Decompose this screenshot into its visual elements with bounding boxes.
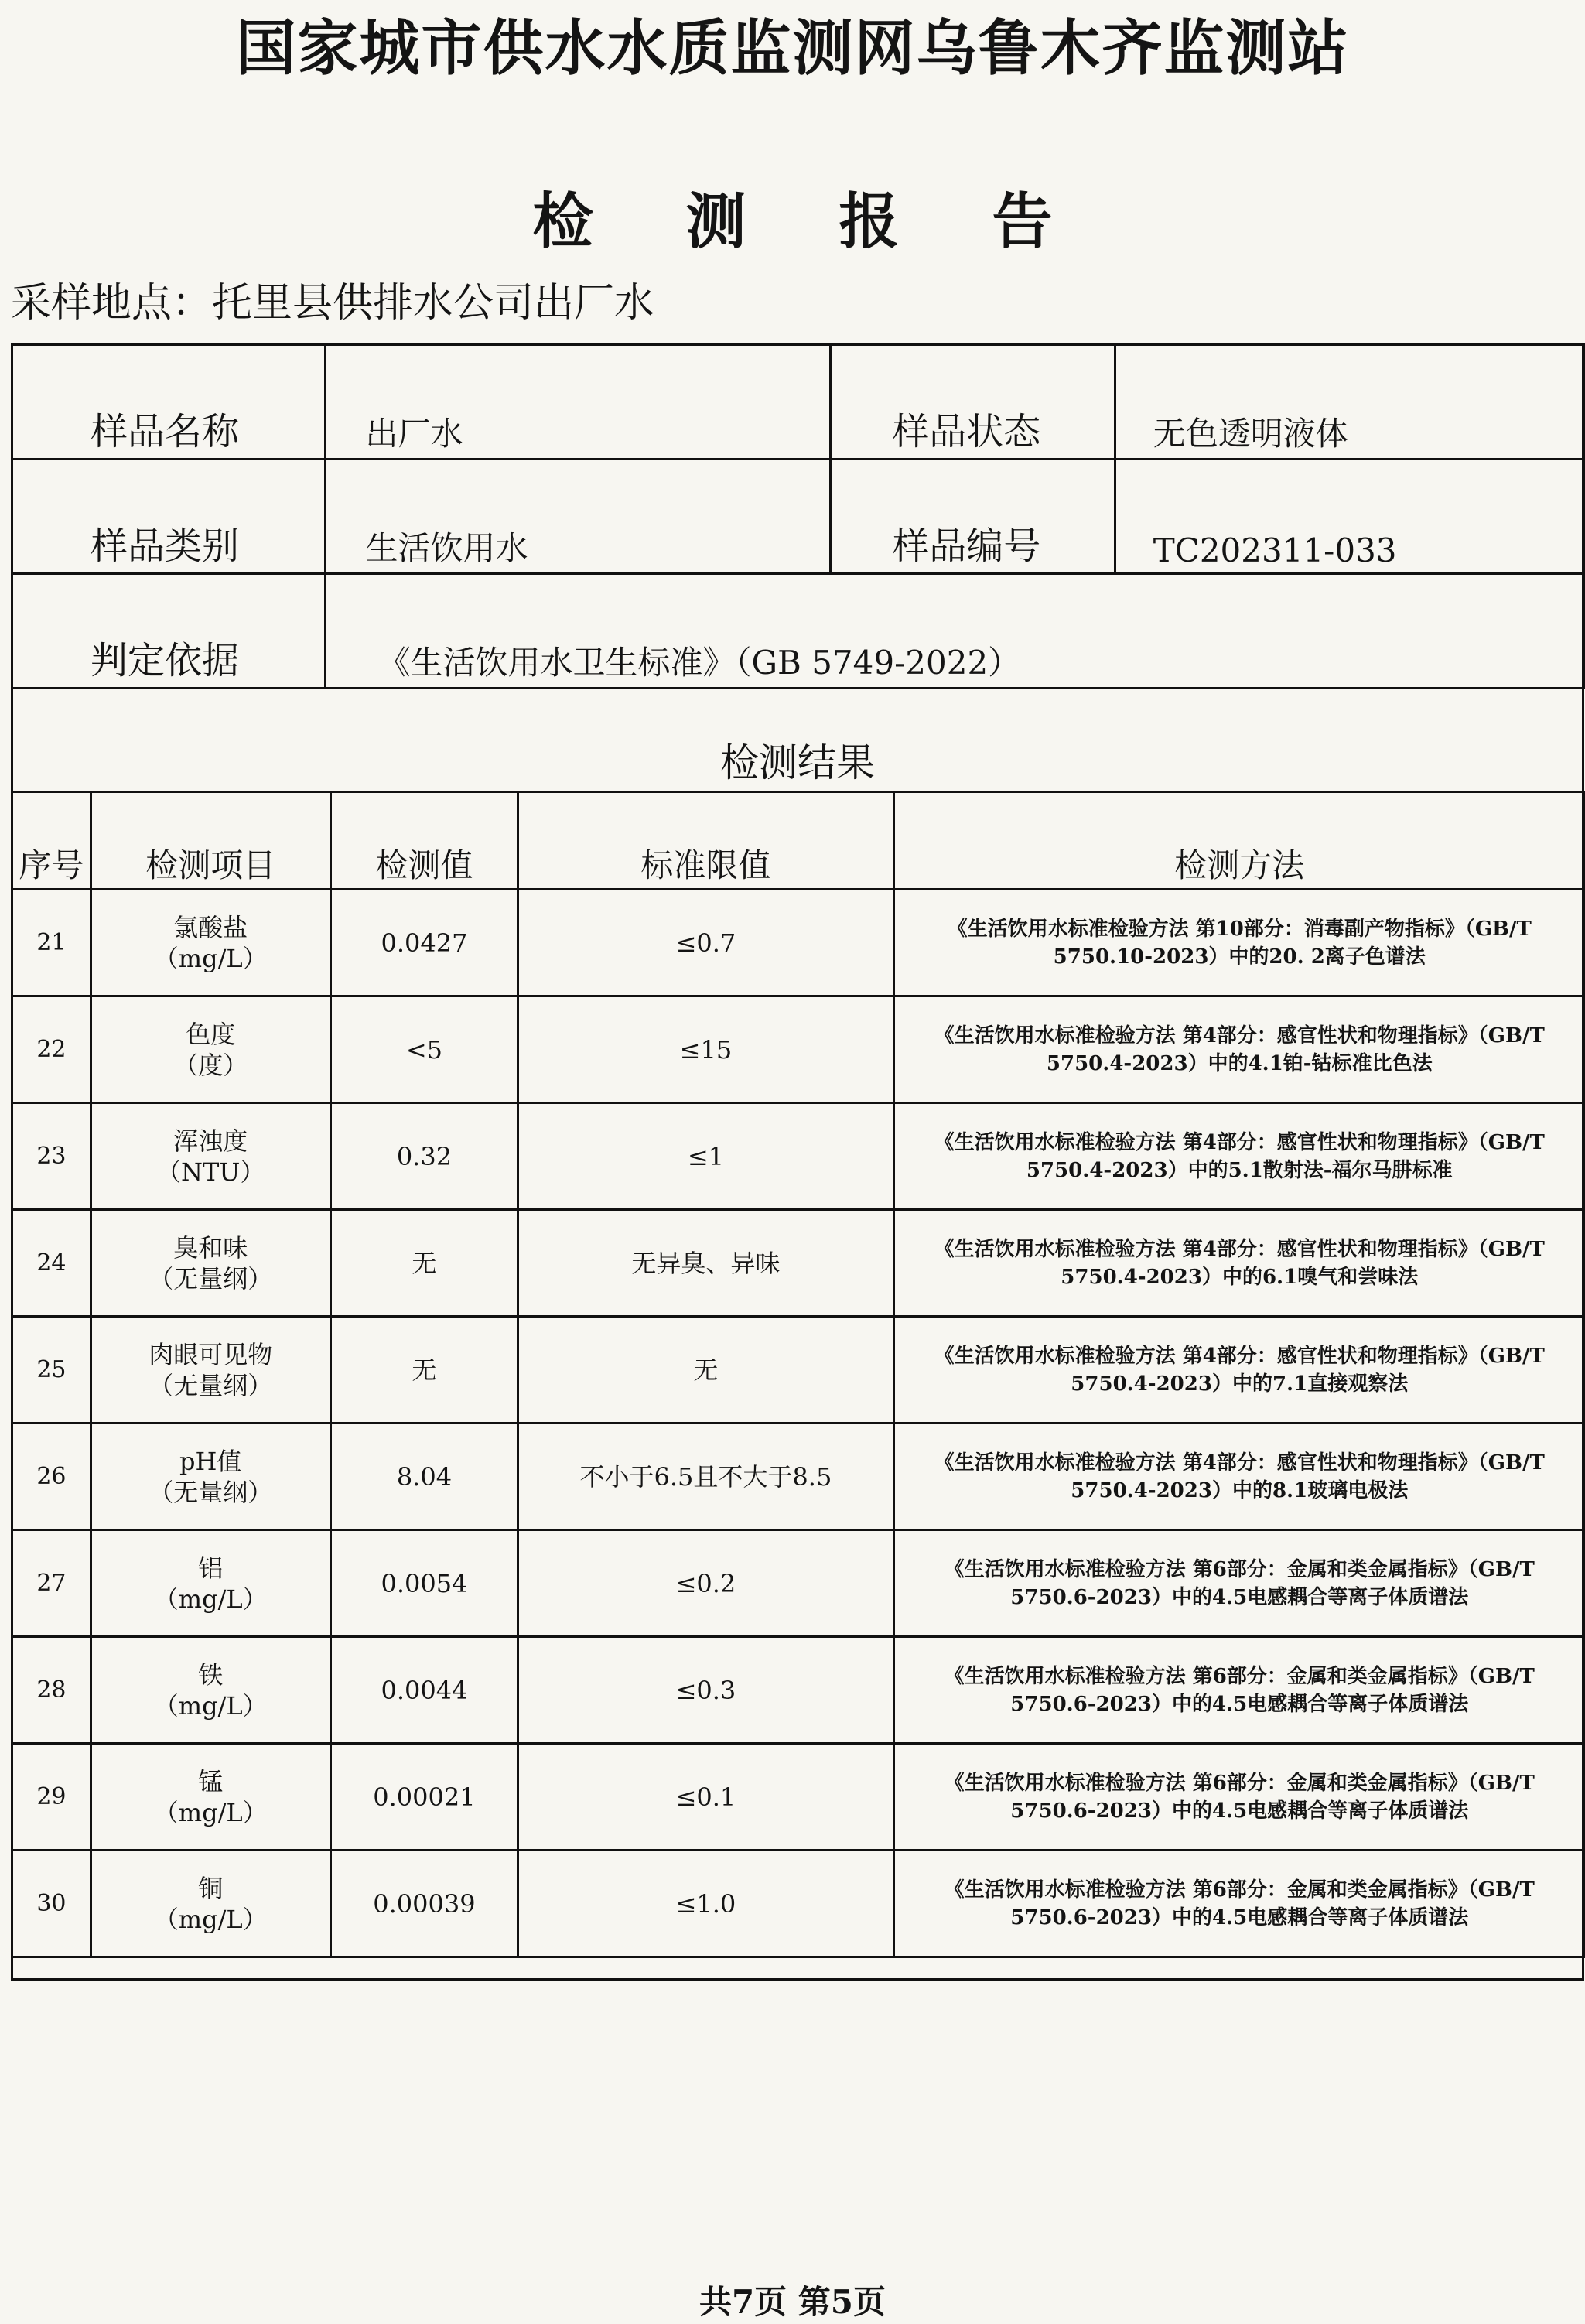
- row-method: 《生活饮用水标准检验方法 第6部分：金属和类金属指标》（GB/T 5750.6-2023）中的4.5电感耦合等离子体质谱法: [893, 1744, 1585, 1851]
- row-limit: ≤1.0: [518, 1851, 893, 1957]
- row-item: [91, 1423, 330, 1530]
- row-method: 《生活饮用水标准检验方法 第6部分：金属和类金属指标》（GB/T 5750.6-2023）中的4.5电感耦合等离子体质谱法: [893, 1851, 1585, 1957]
- column-header: 序号: [12, 792, 91, 890]
- item-unit: （NTU）: [92, 1157, 330, 1188]
- sample-info-row: [12, 460, 1585, 574]
- row-seq: 27: [12, 1530, 91, 1637]
- row-value: 0.00039: [330, 1851, 518, 1957]
- sampling-location: 采样地点：托里县供排水公司出厂水: [11, 272, 654, 334]
- station-title: 国家城市供水水质监测网乌鲁木齐监测站: [0, 6, 1585, 91]
- sample-name-label: 样品名称: [12, 345, 326, 460]
- row-item: [91, 1210, 330, 1317]
- table-row: [12, 1637, 1585, 1744]
- sample-category-value: 生活饮用水: [326, 460, 831, 574]
- item-name: 肉眼可见物: [92, 1339, 330, 1370]
- row-seq: 25: [12, 1317, 91, 1423]
- sample-state-value: 无色透明液体: [1115, 345, 1585, 460]
- results-header-row: [12, 792, 1585, 890]
- row-method: 《生活饮用水标准检验方法 第4部分：感官性状和物理指标》（GB/T 5750.4-2023）中的4.1铂-钴标准比色法: [893, 996, 1585, 1103]
- item-name: 锰: [92, 1766, 330, 1797]
- row-method: 《生活饮用水标准检验方法 第4部分：感官性状和物理指标》（GB/T 5750.4-2023）中的8.1玻璃电极法: [893, 1423, 1585, 1530]
- row-limit: ≤1: [518, 1103, 893, 1210]
- table-row: [12, 996, 1585, 1103]
- results-body: [12, 890, 1585, 1957]
- basis-value: 《生活饮用水卫生标准》（GB 5749-2022）: [326, 574, 1585, 689]
- column-header: 检测项目: [91, 792, 330, 890]
- row-limit: 无异臭、异味: [518, 1210, 893, 1317]
- row-item: [91, 1637, 330, 1744]
- sample-name-value: 出厂水: [326, 345, 831, 460]
- column-header: 检测方法: [893, 792, 1585, 890]
- item-name: 铝: [92, 1553, 330, 1584]
- row-limit: ≤0.3: [518, 1637, 893, 1744]
- row-limit: ≤0.2: [518, 1530, 893, 1637]
- row-seq: 26: [12, 1423, 91, 1530]
- table-row: [12, 1423, 1585, 1530]
- row-value: 无: [330, 1317, 518, 1423]
- row-seq: 21: [12, 890, 91, 996]
- item-name: 色度: [92, 1019, 330, 1050]
- item-unit: （无量纲）: [92, 1263, 330, 1294]
- basis-label: 判定依据: [12, 574, 326, 689]
- sample-number-value: TC202311-033: [1115, 460, 1585, 574]
- item-name: 铜: [92, 1873, 330, 1904]
- item-unit: （mg/L）: [92, 943, 330, 974]
- row-seq: 23: [12, 1103, 91, 1210]
- row-seq: 30: [12, 1851, 91, 1957]
- row-method: 《生活饮用水标准检验方法 第4部分：感官性状和物理指标》（GB/T 5750.4-2023）中的5.1散射法-福尔马肼标准: [893, 1103, 1585, 1210]
- row-seq: 22: [12, 996, 91, 1103]
- row-limit: ≤0.1: [518, 1744, 893, 1851]
- row-value: 0.0044: [330, 1637, 518, 1744]
- table-row: [12, 1851, 1585, 1957]
- results-title: 检测结果: [13, 677, 1582, 793]
- row-value: 0.0427: [330, 890, 518, 996]
- row-value: 0.0054: [330, 1530, 518, 1637]
- row-value: 0.00021: [330, 1744, 518, 1851]
- item-unit: （度）: [92, 1050, 330, 1081]
- row-item: [91, 996, 330, 1103]
- row-method: 《生活饮用水标准检验方法 第4部分：感官性状和物理指标》（GB/T 5750.4-2023）中的6.1嗅气和尝味法: [893, 1210, 1585, 1317]
- sample-info-table: [11, 343, 1585, 689]
- item-unit: （无量纲）: [92, 1477, 330, 1508]
- table-row: [12, 890, 1585, 996]
- sample-info-row: [12, 345, 1585, 460]
- item-name: 氯酸盐: [92, 912, 330, 943]
- row-value: <5: [330, 996, 518, 1103]
- table-row: [12, 1530, 1585, 1637]
- table-row: [12, 1210, 1585, 1317]
- item-unit: （mg/L）: [92, 1690, 330, 1721]
- page-info: 共7页 第5页: [0, 2281, 1585, 2324]
- sample-category-label: 样品类别: [12, 460, 326, 574]
- item-unit: （无量纲）: [92, 1370, 330, 1401]
- row-limit: 不小于6.5且不大于8.5: [518, 1423, 893, 1530]
- report-title: 检测报告: [0, 179, 1585, 265]
- item-name: 臭和味: [92, 1232, 330, 1263]
- sample-number-label: 样品编号: [831, 460, 1115, 574]
- row-limit: ≤15: [518, 996, 893, 1103]
- item-unit: （mg/L）: [92, 1904, 330, 1935]
- row-item: [91, 1744, 330, 1851]
- row-method: 《生活饮用水标准检验方法 第10部分：消毒副产物指标》（GB/T 5750.10-2023）中的20. 2离子色谱法: [893, 890, 1585, 996]
- item-unit: （mg/L）: [92, 1797, 330, 1828]
- sample-state-label: 样品状态: [831, 345, 1115, 460]
- row-seq: 29: [12, 1744, 91, 1851]
- column-header: 检测值: [330, 792, 518, 890]
- row-value: 0.32: [330, 1103, 518, 1210]
- item-name: pH值: [92, 1446, 330, 1477]
- column-header: 标准限值: [518, 792, 893, 890]
- table-row: [12, 1744, 1585, 1851]
- results-table: [11, 791, 1585, 1958]
- item-unit: （mg/L）: [92, 1584, 330, 1615]
- row-seq: 24: [12, 1210, 91, 1317]
- row-item: [91, 890, 330, 996]
- item-name: 铁: [92, 1659, 330, 1690]
- row-limit: ≤0.7: [518, 890, 893, 996]
- row-value: 无: [330, 1210, 518, 1317]
- table-row: [12, 1317, 1585, 1423]
- row-value: 8.04: [330, 1423, 518, 1530]
- row-method: 《生活饮用水标准检验方法 第6部分：金属和类金属指标》（GB/T 5750.6-2023）中的4.5电感耦合等离子体质谱法: [893, 1637, 1585, 1744]
- row-seq: 28: [12, 1637, 91, 1744]
- row-item: [91, 1851, 330, 1957]
- table-row: [12, 1103, 1585, 1210]
- item-name: 浑浊度: [92, 1126, 330, 1157]
- row-item: [91, 1103, 330, 1210]
- sample-info-row: [12, 574, 1585, 689]
- row-method: 《生活饮用水标准检验方法 第4部分：感官性状和物理指标》（GB/T 5750.4-2023）中的7.1直接观察法: [893, 1317, 1585, 1423]
- report-frame: [11, 343, 1584, 1981]
- row-limit: 无: [518, 1317, 893, 1423]
- row-item: [91, 1530, 330, 1637]
- row-item: [91, 1317, 330, 1423]
- row-method: 《生活饮用水标准检验方法 第6部分：金属和类金属指标》（GB/T 5750.6-2023）中的4.5电感耦合等离子体质谱法: [893, 1530, 1585, 1637]
